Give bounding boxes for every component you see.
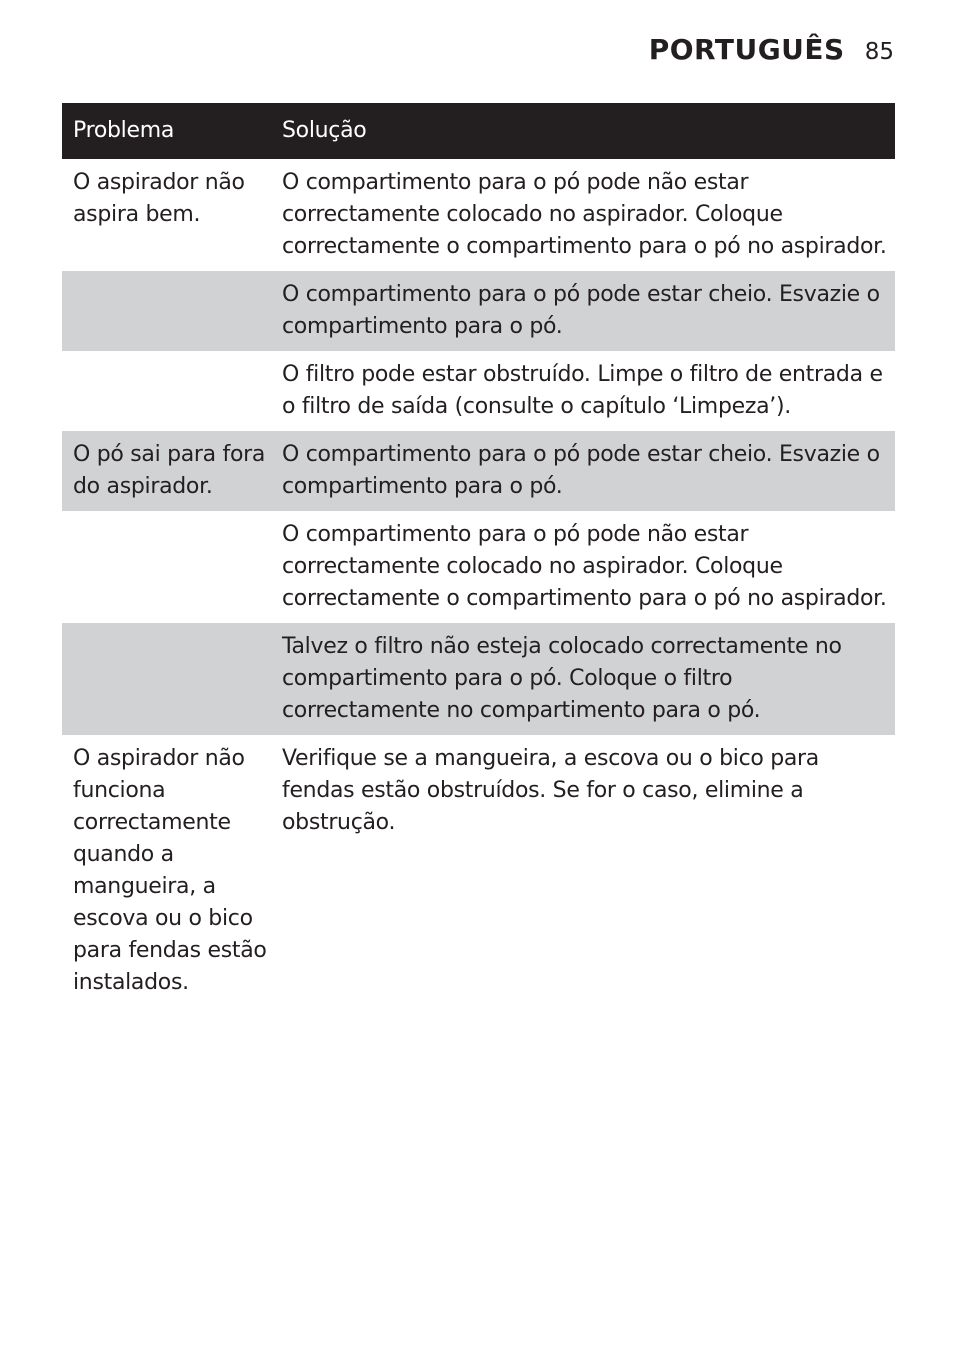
table-row <box>62 431 895 511</box>
column-header-solution: Solução <box>271 103 895 159</box>
solution-cell: O compartimento para o pó pode estar cheio. Esvazie o compartimento para o pó. <box>271 271 895 351</box>
table-row <box>62 511 895 623</box>
problem-cell: O aspirador não funciona correctamente quando a mangueira, a escova ou o bico para fendas estão instalados. <box>73 746 267 995</box>
table-row <box>62 735 895 1007</box>
problem-cell <box>62 623 271 735</box>
page-number: 85 <box>864 39 894 65</box>
problem-cell: O aspirador não aspira bem. <box>73 170 245 227</box>
solution-cell: O filtro pode estar obstruído. Limpe o filtro de entrada e o filtro de saída (consulte o capítulo ‘Limpeza’). <box>282 362 883 419</box>
page-header <box>649 33 894 66</box>
table-row <box>62 623 895 735</box>
problem-cell <box>62 351 271 431</box>
problem-cell <box>62 511 271 623</box>
section-language-title: PORTUGUÊS <box>648 33 845 66</box>
column-header-problem: Problema <box>62 103 271 159</box>
table-header-row <box>62 103 895 159</box>
problem-cell: O pó sai para fora do aspirador. <box>62 431 271 511</box>
troubleshooting-table <box>62 103 895 1007</box>
table-row <box>62 351 895 431</box>
solution-cell: O compartimento para o pó pode não estar correctamente colocado no aspirador. Coloque correctamente o compartimento para o pó no aspirador. <box>282 170 887 259</box>
solution-cell: O compartimento para o pó pode não estar correctamente colocado no aspirador. Coloque correctamente o compartimento para o pó no aspirador. <box>282 522 887 611</box>
table-row <box>62 271 895 351</box>
solution-cell: O compartimento para o pó pode estar cheio. Esvazie o compartimento para o pó. <box>271 431 895 511</box>
problem-cell <box>62 271 271 351</box>
solution-cell: Verifique se a mangueira, a escova ou o bico para fendas estão obstruídos. Se for o caso, elimine a obstrução. <box>282 746 819 835</box>
table-row <box>62 159 895 271</box>
solution-cell: Talvez o filtro não esteja colocado correctamente no compartimento para o pó. Coloque o filtro correctamente no compartimento para o pó. <box>271 623 895 735</box>
